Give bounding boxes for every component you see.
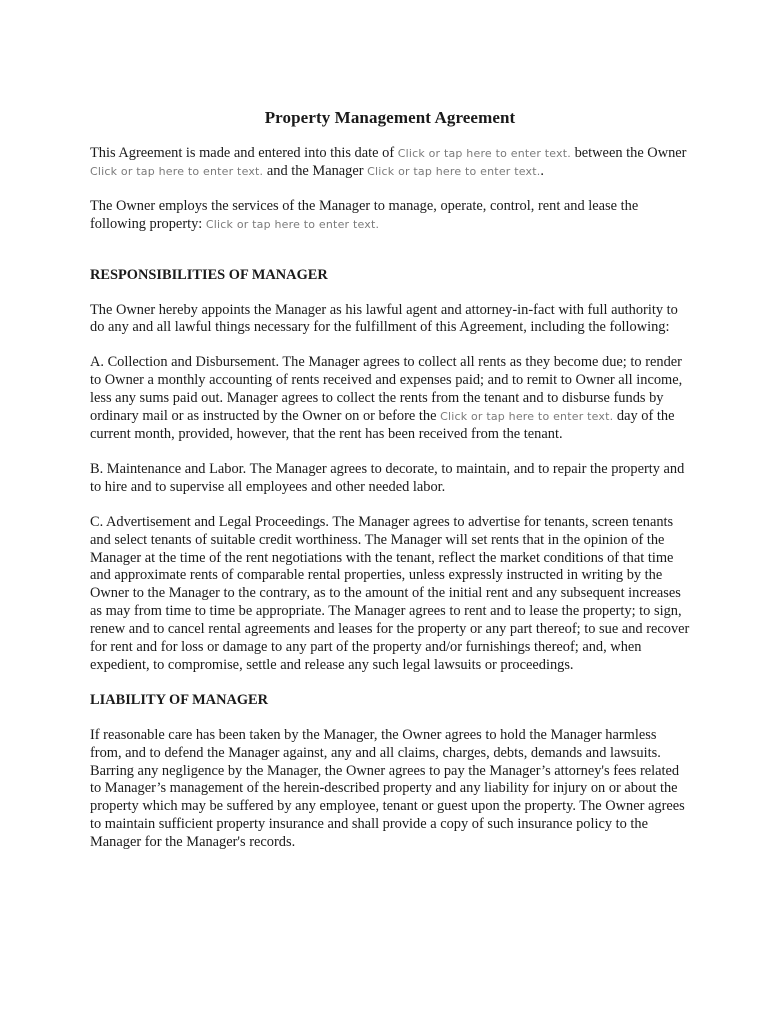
responsibilities-intro: The Owner hereby appoints the Manager as his lawful agent and attorney-in-fact with full authority to do any and all lawful things necessary for the fulfillment of this Agreement, including the following: bbox=[90, 301, 678, 336]
property-paragraph bbox=[90, 198, 690, 234]
clause-a-text-end: day of the current month, provided, however, that the rent has been received from the tenant. bbox=[90, 408, 675, 442]
intro-text-owner: between the Owner bbox=[570, 145, 687, 161]
property-field[interactable]: Click or tap here to enter text. bbox=[205, 217, 380, 231]
intro-text-end: . bbox=[540, 162, 545, 179]
clause-a-collection bbox=[90, 354, 690, 444]
document-title: Property Management Agreement bbox=[264, 108, 516, 127]
liability-paragraph: If reasonable care has been taken by the Manager, the Owner agrees to hold the Manager harmless from, and to defend the Manager against, any and all claims, charges, debts, demands and lawsuits. Barring any negligence by the Manager, the Owner agrees to pay the Manager’s attorney's fees related to Manager’s management of the herein-described property and any liability for injury on or about the property which may be suffered by any employee, tenant or guest upon the property. The Owner agrees to maintain sufficient property insurance and shall provide a copy of such insurance policy to the Manager for the Manager's records. bbox=[90, 726, 685, 851]
disbursement-day-field[interactable]: Click or tap here to enter text. bbox=[440, 410, 614, 424]
document-body bbox=[90, 108, 690, 869]
clause-a-text: A. Collection and Disbursement. The Manager agrees to collect all rents as they become due; to render to Owner a monthly accounting of rents received and expenses paid; and to remit to Owner all income, less any sums paid out. Manager agrees to collect the rents from the tenant and to disburse funds by ordinary mail or as instructed by the Owner on or before the bbox=[90, 354, 683, 425]
owner-field[interactable]: Click or tap here to enter text. bbox=[90, 164, 264, 178]
manager-field[interactable]: Click or tap here to enter text. bbox=[367, 164, 541, 178]
clause-b-maintenance: B. Maintenance and Labor. The Manager agrees to decorate, to maintain, and to repair the property and to hire and to supervise all employees and other needed labor. bbox=[90, 460, 685, 495]
intro-paragraph bbox=[90, 145, 690, 181]
liability-heading: LIABILITY OF MANAGER bbox=[90, 691, 269, 708]
responsibilities-heading: RESPONSIBILITIES OF MANAGER bbox=[90, 266, 328, 283]
date-field[interactable]: Click or tap here to enter text. bbox=[397, 147, 571, 160]
property-text: The Owner employs the services of the Manager to manage, operate, control, rent and lease the following property: bbox=[90, 197, 639, 232]
clause-c-advertisement: C. Advertisement and Legal Proceedings. The Manager agrees to advertise for tenants, screen tenants and select tenants of suitable credit worthiness. The Manager will set rents that in the opinion of the Manager at the time of the rent negotiations with the tenant, reflect the market conditions of that time and approximate rents of comparable rental properties, unless expressly instructed in writing by the Owner to the Manager to the contrary, as to the amount of the initial rent and any subsequent increases as may from time to time be appropriate. The Manager agrees to rent and to lease the property; to sign, renew and to cancel rental agreements and leases for the property or any part thereof; to sue and recover for rent and for loss or damage to any part of the property and/or furnishings thereof; and, when expedient, to compromise, settle and release any such legal lawsuits or proceedings. bbox=[90, 513, 690, 673]
intro-text-manager: and the Manager bbox=[263, 162, 368, 179]
intro-text-date: This Agreement is made and entered into this date of bbox=[90, 145, 398, 161]
